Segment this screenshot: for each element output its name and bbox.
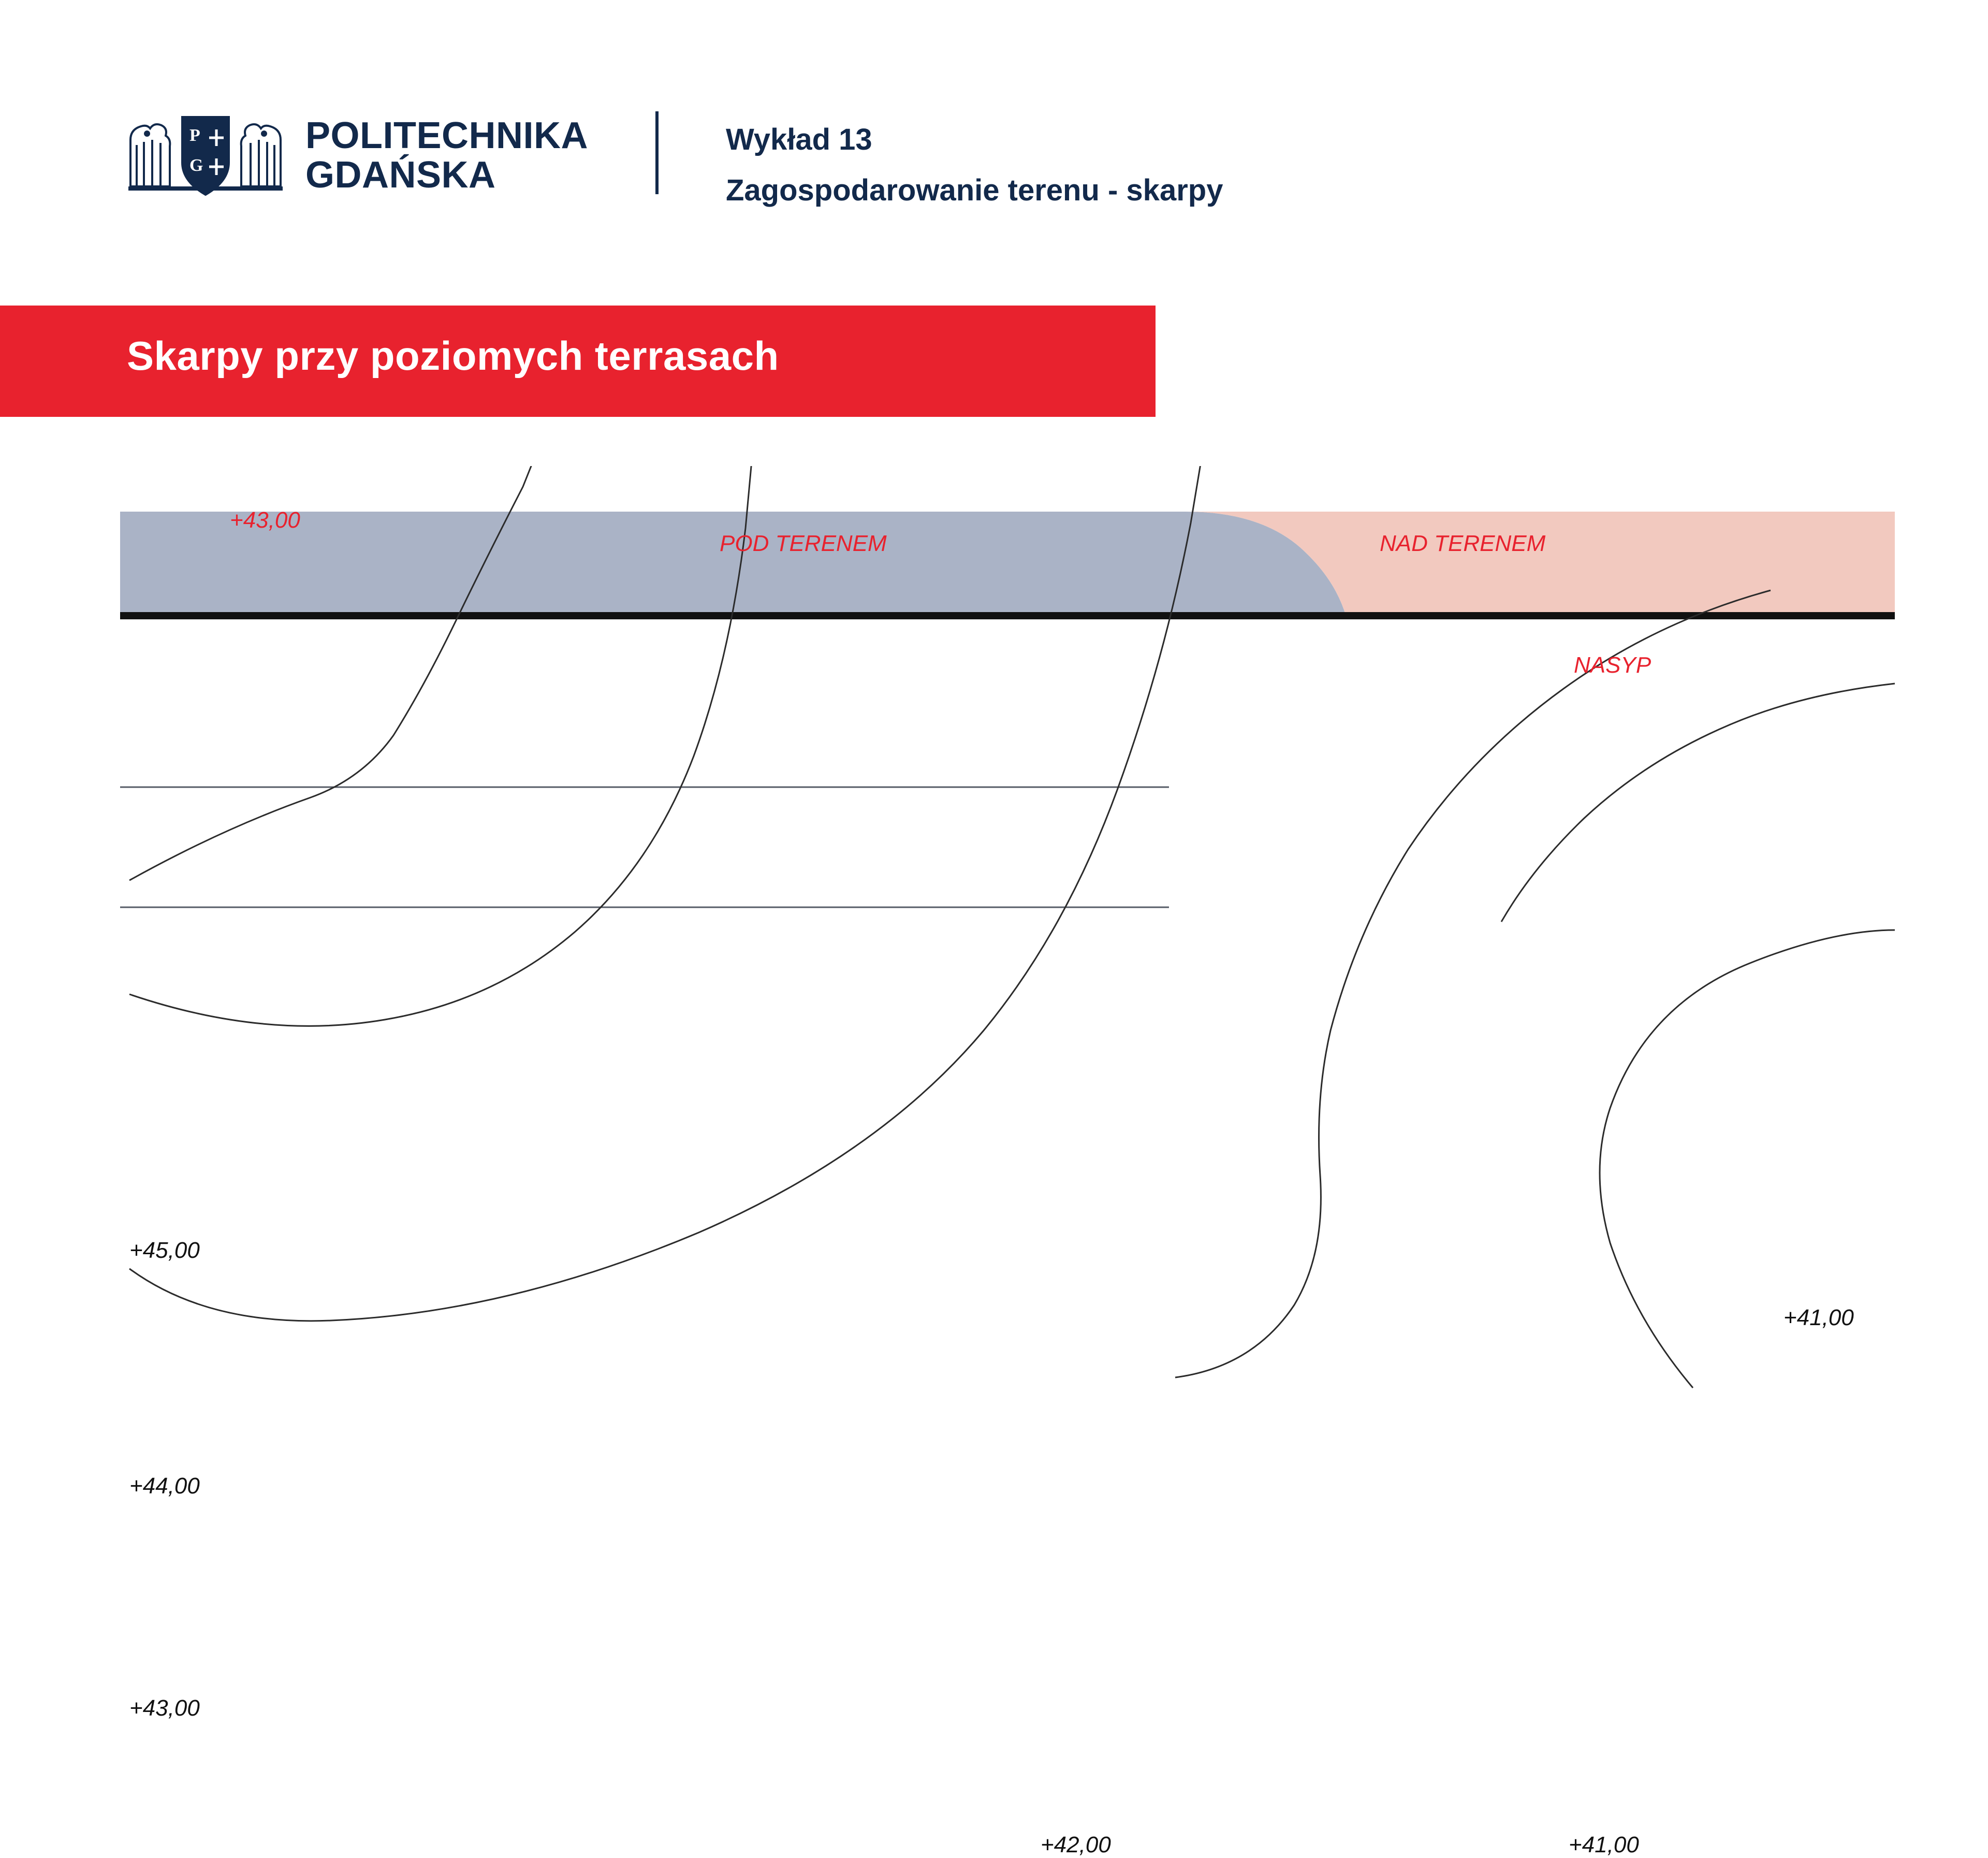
contour-label-41-right: +41,00 — [1784, 1305, 1854, 1330]
lecture-title: Zagospodarowanie terenu - skarpy — [726, 173, 1223, 207]
contour-label-43: +43,00 — [129, 1695, 200, 1721]
band-below-terrain — [120, 512, 1346, 616]
svg-text:G: G — [189, 156, 203, 175]
terrain-line — [120, 612, 1895, 619]
contour-curve-42 — [1175, 590, 1771, 1377]
lecture-info — [726, 123, 1223, 207]
brand-logo-block — [120, 109, 588, 202]
label-below-terrain: POD TERENEM — [720, 531, 887, 556]
label-left-elevation: +43,00 — [230, 507, 300, 533]
contour-label-42: +42,00 — [1041, 1832, 1111, 1857]
university-name — [305, 116, 588, 195]
label-embankment: NASYP — [1574, 652, 1651, 678]
section-banner-title: Skarpy przy poziomych terrasach — [127, 333, 779, 379]
lecture-number: Wykład 13 — [726, 123, 872, 156]
contour-curve-nasyp — [1501, 684, 1895, 922]
terrain-diagram — [0, 466, 1988, 1857]
page-header — [0, 0, 1988, 269]
university-name-line2: GDAŃSKA — [305, 154, 496, 196]
university-name-line1: POLITECHNIKA — [305, 114, 588, 156]
label-above-terrain: NAD TERENEM — [1380, 531, 1546, 556]
pg-crest-icon — [120, 109, 291, 202]
svg-text:P: P — [189, 126, 200, 145]
contour-label-44: +44,00 — [129, 1473, 200, 1499]
contour-label-45: +45,00 — [129, 1238, 200, 1263]
contour-label-41-bottom: +41,00 — [1569, 1832, 1639, 1857]
section-banner — [0, 306, 1156, 417]
header-divider — [655, 111, 659, 194]
